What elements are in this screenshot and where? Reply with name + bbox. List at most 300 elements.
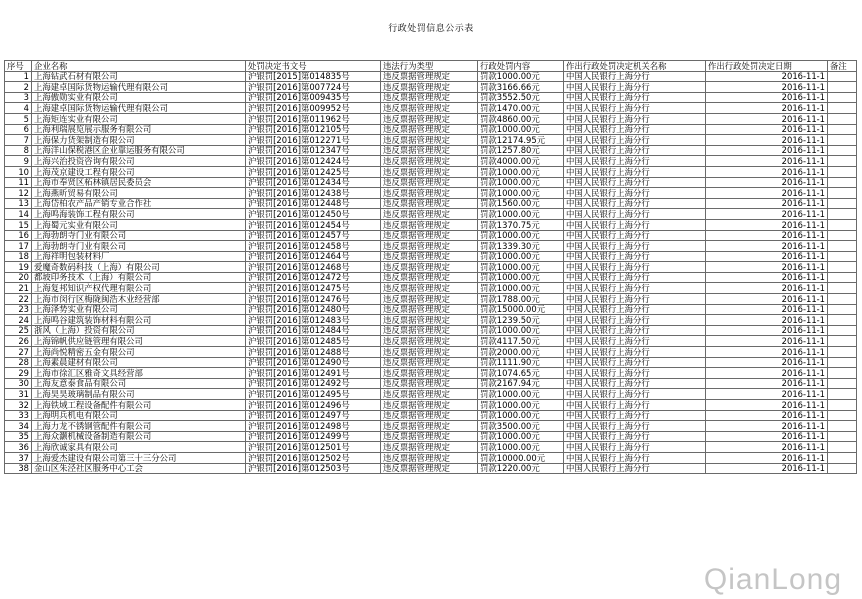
- penalty-content-cell: 罚款1000.00元: [478, 431, 564, 442]
- remarks-cell: [828, 336, 857, 347]
- row-number-cell: 18: [5, 251, 32, 262]
- decision-number-cell: 沪银罚[2016]第012485号: [246, 336, 381, 347]
- company-name-cell: 上海众灏机械设备制造有限公司: [32, 431, 246, 442]
- remarks-cell: [828, 421, 857, 432]
- penalty-content-cell: 罚款3552.50元: [478, 92, 564, 103]
- company-name-cell: 上海市徐汇区雅奇文具经营部: [32, 368, 246, 379]
- table-row: [5, 103, 857, 114]
- remarks-cell: [828, 389, 857, 400]
- decision-date-cell: 2016-11-1: [706, 442, 828, 453]
- violation-type-cell: 违反票据管理规定: [381, 92, 478, 103]
- header-cell: 行政处罚内容: [478, 61, 564, 72]
- row-number-cell: 21: [5, 283, 32, 294]
- company-name-cell: 上海市奉贤区柘林镇居民委员会: [32, 177, 246, 188]
- penalty-table: [4, 60, 857, 474]
- violation-type-cell: 违反票据管理规定: [381, 347, 478, 358]
- company-name-cell: 上海利瑞展览展示服务有限公司: [32, 124, 246, 135]
- table-body: [5, 71, 857, 474]
- decision-number-cell: 沪银罚[2016]第012105号: [246, 124, 381, 135]
- violation-type-cell: 违反票据管理规定: [381, 272, 478, 283]
- decision-date-cell: 2016-11-1: [706, 103, 828, 114]
- decision-number-cell: 沪银罚[2016]第012495号: [246, 389, 381, 400]
- decision-number-cell: 沪银罚[2016]第012434号: [246, 177, 381, 188]
- header-cell: 违法行为类型: [381, 61, 478, 72]
- decision-number-cell: 沪银罚[2016]第012488号: [246, 347, 381, 358]
- company-name-cell: 上海昊昊玻璃制品有限公司: [32, 389, 246, 400]
- row-number-cell: 3: [5, 92, 32, 103]
- table-row: [5, 272, 857, 283]
- remarks-cell: [828, 262, 857, 273]
- decision-number-cell: 沪银罚[2016]第012492号: [246, 378, 381, 389]
- authority-name-cell: 中国人民银行上海分行: [564, 410, 706, 421]
- penalty-content-cell: 罚款1000.00元: [478, 177, 564, 188]
- decision-date-cell: 2016-11-1: [706, 241, 828, 252]
- decision-number-cell: 沪银罚[2016]第012491号: [246, 368, 381, 379]
- penalty-content-cell: 罚款1000.00元: [478, 283, 564, 294]
- company-name-cell: 浙风（上海）投资有限公司: [32, 325, 246, 336]
- violation-type-cell: 违反票据管理规定: [381, 368, 478, 379]
- decision-number-cell: 沪银罚[2016]第012490号: [246, 357, 381, 368]
- table-row: [5, 325, 857, 336]
- company-name-cell: 上海钻武石材有限公司: [32, 71, 246, 82]
- authority-name-cell: 中国人民银行上海分行: [564, 272, 706, 283]
- violation-type-cell: 违反票据管理规定: [381, 400, 478, 411]
- row-number-cell: 27: [5, 347, 32, 358]
- decision-date-cell: 2016-11-1: [706, 272, 828, 283]
- row-number-cell: 12: [5, 188, 32, 199]
- row-number-cell: 23: [5, 304, 32, 315]
- violation-type-cell: 违反票据管理规定: [381, 103, 478, 114]
- company-name-cell: 上海蜀元实业有限公司: [32, 219, 246, 230]
- penalty-content-cell: 罚款1000.00元: [478, 442, 564, 453]
- penalty-content-cell: 罚款1000.00元: [478, 272, 564, 283]
- table-row: [5, 82, 857, 93]
- penalty-content-cell: 罚款1000.00元: [478, 166, 564, 177]
- remarks-cell: [828, 251, 857, 262]
- violation-type-cell: 违反票据管理规定: [381, 389, 478, 400]
- violation-type-cell: 违反票据管理规定: [381, 357, 478, 368]
- company-name-cell: 上海建卓国际货物运输代理有限公司: [32, 103, 246, 114]
- violation-type-cell: 违反票据管理规定: [381, 219, 478, 230]
- row-number-cell: 29: [5, 368, 32, 379]
- row-number-cell: 1: [5, 71, 32, 82]
- decision-number-cell: 沪银罚[2016]第012472号: [246, 272, 381, 283]
- row-number-cell: 30: [5, 378, 32, 389]
- penalty-content-cell: 罚款2167.94元: [478, 378, 564, 389]
- authority-name-cell: 中国人民银行上海分行: [564, 378, 706, 389]
- decision-date-cell: 2016-11-1: [706, 156, 828, 167]
- decision-date-cell: 2016-11-1: [706, 378, 828, 389]
- company-name-cell: 上海爱杰建设有限公司第三十三分公司: [32, 452, 246, 463]
- violation-type-cell: 违反票据管理规定: [381, 124, 478, 135]
- decision-date-cell: 2016-11-1: [706, 294, 828, 305]
- table-row: [5, 431, 857, 442]
- penalty-content-cell: 罚款1000.00元: [478, 325, 564, 336]
- decision-number-cell: 沪银罚[2016]第012468号: [246, 262, 381, 273]
- violation-type-cell: 违反票据管理规定: [381, 145, 478, 156]
- remarks-cell: [828, 442, 857, 453]
- decision-date-cell: 2016-11-1: [706, 315, 828, 326]
- remarks-cell: [828, 294, 857, 305]
- decision-date-cell: 2016-11-1: [706, 431, 828, 442]
- header-cell: 处罚决定书文号: [246, 61, 381, 72]
- authority-name-cell: 中国人民银行上海分行: [564, 92, 706, 103]
- company-name-cell: 上海洋山保税港区企业靠运服务有限公司: [32, 145, 246, 156]
- company-name-cell: 上海建卓国际货物运输代理有限公司: [32, 82, 246, 93]
- company-name-cell: 上海勃朗寺门业有限公司: [32, 241, 246, 252]
- authority-name-cell: 中国人民银行上海分行: [564, 262, 706, 273]
- violation-type-cell: 违反票据管理规定: [381, 336, 478, 347]
- row-number-cell: 28: [5, 357, 32, 368]
- row-number-cell: 36: [5, 442, 32, 453]
- decision-date-cell: 2016-11-1: [706, 452, 828, 463]
- violation-type-cell: 违反票据管理规定: [381, 82, 478, 93]
- remarks-cell: [828, 347, 857, 358]
- company-name-cell: 都坡印务技术（上海）有限公司: [32, 272, 246, 283]
- row-number-cell: 11: [5, 177, 32, 188]
- remarks-cell: [828, 71, 857, 82]
- table-row: [5, 166, 857, 177]
- remarks-cell: [828, 103, 857, 114]
- penalty-content-cell: 罚款1000.00元: [478, 251, 564, 262]
- penalty-content-cell: 罚款2000.00元: [478, 347, 564, 358]
- company-name-cell: 上海锦帆供应链管理有限公司: [32, 336, 246, 347]
- decision-number-cell: 沪银罚[2016]第007724号: [246, 82, 381, 93]
- decision-number-cell: 沪银罚[2016]第012483号: [246, 315, 381, 326]
- violation-type-cell: 违反票据管理规定: [381, 463, 478, 474]
- remarks-cell: [828, 283, 857, 294]
- row-number-cell: 37: [5, 452, 32, 463]
- row-number-cell: 10: [5, 166, 32, 177]
- table-row: [5, 219, 857, 230]
- remarks-cell: [828, 378, 857, 389]
- company-name-cell: 上海兴治投资咨询有限公司: [32, 156, 246, 167]
- company-name-cell: 上海复邦知识产权代理有限公司: [32, 283, 246, 294]
- company-name-cell: 上海明兵机电有限公司: [32, 410, 246, 421]
- decision-date-cell: 2016-11-1: [706, 82, 828, 93]
- decision-date-cell: 2016-11-1: [706, 410, 828, 421]
- company-name-cell: 上海保力货架制造有限公司: [32, 135, 246, 146]
- violation-type-cell: 违反票据管理规定: [381, 262, 478, 273]
- penalty-content-cell: 罚款1788.00元: [478, 294, 564, 305]
- decision-number-cell: 沪银罚[2016]第012347号: [246, 145, 381, 156]
- violation-type-cell: 违反票据管理规定: [381, 325, 478, 336]
- decision-number-cell: 沪银罚[2016]第012450号: [246, 209, 381, 220]
- authority-name-cell: 中国人民银行上海分行: [564, 198, 706, 209]
- header-cell: 序号: [5, 61, 32, 72]
- authority-name-cell: 中国人民银行上海分行: [564, 103, 706, 114]
- company-name-cell: 上海尚悦精密五金有限公司: [32, 347, 246, 358]
- decision-date-cell: 2016-11-1: [706, 71, 828, 82]
- row-number-cell: 7: [5, 135, 32, 146]
- decision-date-cell: 2016-11-1: [706, 135, 828, 146]
- decision-date-cell: 2016-11-1: [706, 347, 828, 358]
- violation-type-cell: 违反票据管理规定: [381, 135, 478, 146]
- decision-date-cell: 2016-11-1: [706, 336, 828, 347]
- company-name-cell: 上海鸣海装饰工程有限公司: [32, 209, 246, 220]
- penalty-content-cell: 罚款1000.00元: [478, 124, 564, 135]
- remarks-cell: [828, 357, 857, 368]
- header-cell: 作出行政处罚决定机关名称: [564, 61, 706, 72]
- penalty-content-cell: 罚款1220.00元: [478, 463, 564, 474]
- table-row: [5, 113, 857, 124]
- table-row: [5, 188, 857, 199]
- decision-number-cell: 沪银罚[2016]第012271号: [246, 135, 381, 146]
- remarks-cell: [828, 315, 857, 326]
- penalty-content-cell: 罚款1000.00元: [478, 188, 564, 199]
- table-row: [5, 251, 857, 262]
- decision-number-cell: 沪银罚[2016]第012425号: [246, 166, 381, 177]
- row-number-cell: 32: [5, 400, 32, 411]
- violation-type-cell: 违反票据管理规定: [381, 230, 478, 241]
- decision-date-cell: 2016-11-1: [706, 113, 828, 124]
- penalty-content-cell: 罚款1000.00元: [478, 230, 564, 241]
- penalty-content-cell: 罚款1111.90元: [478, 357, 564, 368]
- table-row: [5, 209, 857, 220]
- table-row: [5, 357, 857, 368]
- header-row: [5, 61, 857, 72]
- table-row: [5, 389, 857, 400]
- violation-type-cell: 违反票据管理规定: [381, 241, 478, 252]
- table-row: [5, 336, 857, 347]
- decision-date-cell: 2016-11-1: [706, 325, 828, 336]
- penalty-content-cell: 罚款15000.00元: [478, 304, 564, 315]
- table-row: [5, 145, 857, 156]
- penalty-content-cell: 罚款1257.80元: [478, 145, 564, 156]
- penalty-content-cell: 罚款1339.30元: [478, 241, 564, 252]
- remarks-cell: [828, 188, 857, 199]
- decision-number-cell: 沪银罚[2016]第012496号: [246, 400, 381, 411]
- decision-date-cell: 2016-11-1: [706, 209, 828, 220]
- company-name-cell: 上海傲勋实业有限公司: [32, 92, 246, 103]
- row-number-cell: 24: [5, 315, 32, 326]
- remarks-cell: [828, 92, 857, 103]
- company-name-cell: 上海铁域工程设备配件有限公司: [32, 400, 246, 411]
- remarks-cell: [828, 113, 857, 124]
- row-number-cell: 34: [5, 421, 32, 432]
- decision-date-cell: 2016-11-1: [706, 166, 828, 177]
- table-row: [5, 347, 857, 358]
- header-cell: 备注: [828, 61, 857, 72]
- penalty-content-cell: 罚款4860.00元: [478, 113, 564, 124]
- decision-number-cell: 沪银罚[2016]第012458号: [246, 241, 381, 252]
- row-number-cell: 19: [5, 262, 32, 273]
- authority-name-cell: 中国人民银行上海分行: [564, 124, 706, 135]
- table-row: [5, 124, 857, 135]
- violation-type-cell: 违反票据管理规定: [381, 431, 478, 442]
- remarks-cell: [828, 272, 857, 283]
- company-name-cell: 上海泽势实业有限公司: [32, 304, 246, 315]
- decision-date-cell: 2016-11-1: [706, 219, 828, 230]
- row-number-cell: 26: [5, 336, 32, 347]
- row-number-cell: 25: [5, 325, 32, 336]
- header-cell: 作出行政处罚决定日期: [706, 61, 828, 72]
- row-number-cell: 13: [5, 198, 32, 209]
- decision-date-cell: 2016-11-1: [706, 145, 828, 156]
- table-row: [5, 230, 857, 241]
- penalty-content-cell: 罚款3166.66元: [478, 82, 564, 93]
- decision-date-cell: 2016-11-1: [706, 92, 828, 103]
- authority-name-cell: 中国人民银行上海分行: [564, 145, 706, 156]
- remarks-cell: [828, 410, 857, 421]
- penalty-content-cell: 罚款1000.00元: [478, 389, 564, 400]
- decision-number-cell: 沪银罚[2016]第011962号: [246, 113, 381, 124]
- violation-type-cell: 违反票据管理规定: [381, 198, 478, 209]
- row-number-cell: 2: [5, 82, 32, 93]
- decision-date-cell: 2016-11-1: [706, 283, 828, 294]
- penalty-content-cell: 罚款4000.00元: [478, 156, 564, 167]
- decision-number-cell: 沪银罚[2016]第012501号: [246, 442, 381, 453]
- decision-date-cell: 2016-11-1: [706, 304, 828, 315]
- violation-type-cell: 违反票据管理规定: [381, 294, 478, 305]
- row-number-cell: 31: [5, 389, 32, 400]
- company-name-cell: 上海勃朗寺门业有限公司: [32, 230, 246, 241]
- decision-number-cell: 沪银罚[2016]第012454号: [246, 219, 381, 230]
- decision-number-cell: 沪银罚[2016]第012502号: [246, 452, 381, 463]
- violation-type-cell: 违反票据管理规定: [381, 177, 478, 188]
- penalty-content-cell: 罚款3500.00元: [478, 421, 564, 432]
- remarks-cell: [828, 145, 857, 156]
- remarks-cell: [828, 177, 857, 188]
- penalty-content-cell: 罚款1074.65元: [478, 368, 564, 379]
- table-row: [5, 400, 857, 411]
- company-name-cell: 上海素晨建材有限公司: [32, 357, 246, 368]
- penalty-content-cell: 罚款12174.95元: [478, 135, 564, 146]
- table-row: [5, 177, 857, 188]
- company-name-cell: 上海燕昕贸易有限公司: [32, 188, 246, 199]
- table-row: [5, 283, 857, 294]
- decision-date-cell: 2016-11-1: [706, 188, 828, 199]
- authority-name-cell: 中国人民银行上海分行: [564, 347, 706, 358]
- row-number-cell: 14: [5, 209, 32, 220]
- company-name-cell: 上海力龙不锈钢管配件有限公司: [32, 421, 246, 432]
- decision-number-cell: 沪银罚[2016]第012438号: [246, 188, 381, 199]
- remarks-cell: [828, 209, 857, 220]
- authority-name-cell: 中国人民银行上海分行: [564, 241, 706, 252]
- penalty-content-cell: 罚款10000.00元: [478, 452, 564, 463]
- penalty-content-cell: 罚款4117.50元: [478, 336, 564, 347]
- violation-type-cell: 违反票据管理规定: [381, 452, 478, 463]
- decision-number-cell: 沪银罚[2016]第012424号: [246, 156, 381, 167]
- row-number-cell: 38: [5, 463, 32, 474]
- remarks-cell: [828, 219, 857, 230]
- authority-name-cell: 中国人民银行上海分行: [564, 166, 706, 177]
- penalty-content-cell: 罚款1560.00元: [478, 198, 564, 209]
- decision-date-cell: 2016-11-1: [706, 368, 828, 379]
- penalty-content-cell: 罚款1000.00元: [478, 262, 564, 273]
- decision-number-cell: 沪银罚[2016]第012464号: [246, 251, 381, 262]
- decision-number-cell: 沪银罚[2016]第012484号: [246, 325, 381, 336]
- table-row: [5, 421, 857, 432]
- authority-name-cell: 中国人民银行上海分行: [564, 325, 706, 336]
- penalty-content-cell: 罚款1470.00元: [478, 103, 564, 114]
- violation-type-cell: 违反票据管理规定: [381, 315, 478, 326]
- table-row: [5, 135, 857, 146]
- row-number-cell: 22: [5, 294, 32, 305]
- violation-type-cell: 违反票据管理规定: [381, 283, 478, 294]
- authority-name-cell: 中国人民银行上海分行: [564, 177, 706, 188]
- authority-name-cell: 中国人民银行上海分行: [564, 442, 706, 453]
- decision-date-cell: 2016-11-1: [706, 124, 828, 135]
- violation-type-cell: 违反票据管理规定: [381, 113, 478, 124]
- table-row: [5, 92, 857, 103]
- authority-name-cell: 中国人民银行上海分行: [564, 135, 706, 146]
- table-row: [5, 378, 857, 389]
- row-number-cell: 9: [5, 156, 32, 167]
- header-cell: 企业名称: [32, 61, 246, 72]
- decision-number-cell: 沪银罚[2016]第012503号: [246, 463, 381, 474]
- remarks-cell: [828, 82, 857, 93]
- remarks-cell: [828, 463, 857, 474]
- decision-number-cell: 沪银罚[2015]第014835号: [246, 71, 381, 82]
- row-number-cell: 4: [5, 103, 32, 114]
- violation-type-cell: 违反票据管理规定: [381, 209, 478, 220]
- remarks-cell: [828, 135, 857, 146]
- decision-number-cell: 沪银罚[2016]第009435号: [246, 92, 381, 103]
- penalty-content-cell: 罚款1000.00元: [478, 410, 564, 421]
- violation-type-cell: 违反票据管理规定: [381, 71, 478, 82]
- authority-name-cell: 中国人民银行上海分行: [564, 463, 706, 474]
- remarks-cell: [828, 198, 857, 209]
- company-name-cell: 爱魔奇数码科技（上海）有限公司: [32, 262, 246, 273]
- authority-name-cell: 中国人民银行上海分行: [564, 336, 706, 347]
- violation-type-cell: 违反票据管理规定: [381, 378, 478, 389]
- table-row: [5, 315, 857, 326]
- decision-number-cell: 沪银罚[2016]第012497号: [246, 410, 381, 421]
- table-row: [5, 368, 857, 379]
- authority-name-cell: 中国人民银行上海分行: [564, 71, 706, 82]
- table-row: [5, 410, 857, 421]
- decision-number-cell: 沪银罚[2016]第012498号: [246, 421, 381, 432]
- authority-name-cell: 中国人民银行上海分行: [564, 188, 706, 199]
- row-number-cell: 33: [5, 410, 32, 421]
- company-name-cell: 上海祥明包装材料厂: [32, 251, 246, 262]
- authority-name-cell: 中国人民银行上海分行: [564, 113, 706, 124]
- authority-name-cell: 中国人民银行上海分行: [564, 421, 706, 432]
- company-name-cell: 金山区朱泾社区服务中心工会: [32, 463, 246, 474]
- remarks-cell: [828, 241, 857, 252]
- penalty-content-cell: 罚款1000.00元: [478, 71, 564, 82]
- company-name-cell: 上海欣诚家具有限公司: [32, 442, 246, 453]
- remarks-cell: [828, 400, 857, 411]
- remarks-cell: [828, 452, 857, 463]
- violation-type-cell: 违反票据管理规定: [381, 188, 478, 199]
- penalty-content-cell: 罚款1000.00元: [478, 400, 564, 411]
- table-row: [5, 241, 857, 252]
- table-row: [5, 452, 857, 463]
- remarks-cell: [828, 368, 857, 379]
- row-number-cell: 8: [5, 145, 32, 156]
- authority-name-cell: 中国人民银行上海分行: [564, 156, 706, 167]
- remarks-cell: [828, 166, 857, 177]
- remarks-cell: [828, 431, 857, 442]
- decision-date-cell: 2016-11-1: [706, 421, 828, 432]
- decision-number-cell: 沪银罚[2016]第012448号: [246, 198, 381, 209]
- row-number-cell: 35: [5, 431, 32, 442]
- table-row: [5, 442, 857, 453]
- decision-number-cell: 沪银罚[2016]第012457号: [246, 230, 381, 241]
- decision-date-cell: 2016-11-1: [706, 262, 828, 273]
- violation-type-cell: 违反票据管理规定: [381, 410, 478, 421]
- company-name-cell: 上海友意泰食品有限公司: [32, 378, 246, 389]
- company-name-cell: 上海鸣谷建筑装饰材料有限公司: [32, 315, 246, 326]
- row-number-cell: 15: [5, 219, 32, 230]
- authority-name-cell: 中国人民银行上海分行: [564, 452, 706, 463]
- authority-name-cell: 中国人民银行上海分行: [564, 294, 706, 305]
- penalty-content-cell: 罚款1370.75元: [478, 219, 564, 230]
- penalty-content-cell: 罚款1239.50元: [478, 315, 564, 326]
- decision-date-cell: 2016-11-1: [706, 198, 828, 209]
